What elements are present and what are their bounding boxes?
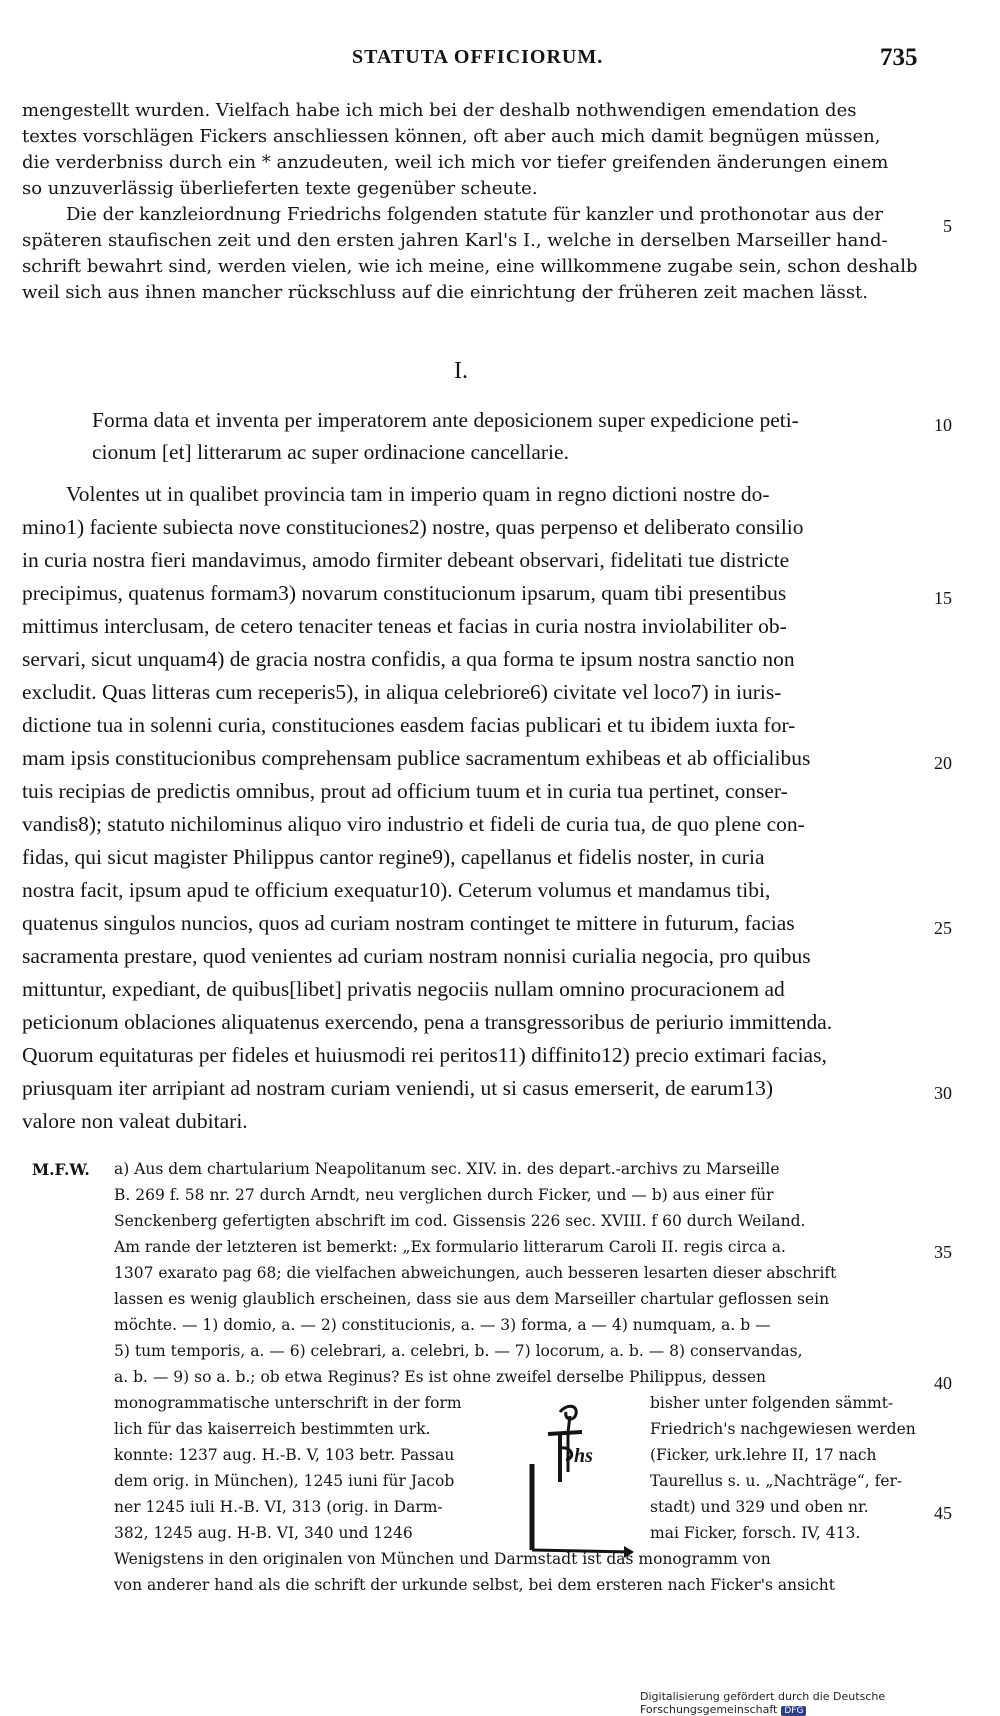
note-left-line: dem orig. in München), 1245 iuni für Jacob	[114, 1472, 455, 1490]
body-line: tuis recipias de predictis omnibus, prout ad officium tuum et in curia tua pertinet, conser-	[22, 779, 788, 803]
note-right-line: Friedrich's nachgewiesen werden	[650, 1420, 916, 1438]
intro-line: textes vorschlägen Fickers anschliessen können, oft aber auch mich damit begnügen müssen,	[22, 126, 881, 147]
body-line: excludit. Quas litteras cum receperis5), in aliqua celebriore6) civitate vel loco7) in iuris-	[22, 680, 782, 704]
line-number: 30	[934, 1083, 952, 1103]
source-label: M.F.W.	[32, 1160, 90, 1179]
note-line: a) Aus dem chartularium Neapolitanum sec. XIV. in. des depart.-archivs zu Marseille	[114, 1160, 780, 1178]
note-line: möchte. — 1) domio, a. — 2) constitucionis, a. — 3) forma, a — 4) numquam, a. b —	[114, 1316, 771, 1334]
body-line: mam ipsis constitucionibus comprehensam publice sacramentum exhibeas et ab officialibus	[22, 746, 811, 770]
running-header: STATUTA OFFICIORUM.	[352, 46, 604, 68]
rubric-line: cionum [et] litterarum ac super ordinacione cancellarie.	[92, 440, 569, 464]
note-left-line: konnte: 1237 aug. H.-B. V, 103 betr. Passau	[114, 1446, 455, 1464]
body-line: dictione tua in solenni curia, constituciones easdem facias publicari et tu ibidem iuxta for-	[22, 713, 796, 737]
note-right-line: (Ficker, urk.lehre II, 17 nach	[650, 1446, 877, 1464]
line-number: 25	[934, 918, 952, 938]
body-line: mino1) faciente subiecta nove constituciones2) nostre, quas perpenso et deliberato consilio	[22, 515, 804, 539]
body-line: sacramenta prestare, quod venientes ad curiam nostram nonnisi curialia negocia, pro quibus	[22, 944, 811, 968]
note-left-line: ner 1245 iuli H.-B. VI, 313 (orig. in Darm-	[114, 1498, 443, 1516]
line-number: 40	[934, 1373, 952, 1393]
line-number: 35	[934, 1242, 952, 1262]
note-line: Senckenberg gefertigten abschrift im cod. Gissensis 226 sec. XVIII. f 60 durch Weiland.	[114, 1212, 806, 1230]
note-line: von anderer hand als die schrift der urkunde selbst, bei dem ersteren nach Ficker's ansicht	[114, 1576, 835, 1594]
note-line: 1307 exarato pag 68; die vielfachen abweichungen, auch besseren lesarten dieser abschrift	[114, 1264, 837, 1282]
body-line: Volentes ut in qualibet provincia tam in imperio quam in regno dictioni nostre do-	[66, 482, 770, 506]
intro-line: so unzuverlässig überlieferten texte gegenüber scheute.	[22, 178, 538, 199]
body-line: nostra facit, ipsum apud te officium exequatur10). Ceterum volumus et mandamus tibi,	[22, 878, 771, 902]
line-number: 5	[943, 216, 952, 236]
note-right-line: mai Ficker, forsch. IV, 413.	[650, 1524, 861, 1542]
body-line: Quorum equitaturas per fideles et huiusmodi rei peritos11) diffinito12) precio extimari facias,	[22, 1043, 827, 1067]
line-number: 45	[934, 1503, 952, 1523]
dfg-logo-icon: DFG	[781, 1706, 806, 1716]
body-line: priusquam iter arripiant ad nostram curiam veniendi, ut si casus emerserit, de earum13)	[22, 1076, 774, 1100]
note-line: 5) tum temporis, a. — 6) celebrari, a. celebri, b. — 7) locorum, a. b. — 8) conservandas,	[114, 1342, 803, 1360]
note-line: Wenigstens in den originalen von München und Darmstadt ist das monogramm von	[114, 1550, 771, 1568]
rubric-line: Forma data et inventa per imperatorem ante deposicionem super expedicione peti-	[92, 408, 799, 432]
body-line: quatenus singulos nuncios, quos ad curiam nostram continget te mittere in futurum, facias	[22, 911, 795, 935]
body-line: servari, sicut unquam4) de gracia nostra confidis, a qua forma te ipsum nostra sanctio non	[22, 647, 795, 671]
note-line: a. b. — 9) so a. b.; ob etwa Reginus? Es ist ohne zweifel derselbe Philippus, dessen	[114, 1368, 767, 1386]
intro-line: mengestellt wurden. Vielfach habe ich mich bei der deshalb nothwendigen emendation des	[22, 100, 857, 121]
body-line: fidas, qui sicut magister Philippus cantor regine9), capellanus et fidelis noster, in curia	[22, 845, 765, 869]
intro-line: späteren staufischen zeit und den ersten jahren Karl's I., welche in derselben Marseiller hand-	[22, 230, 888, 251]
page-number: 735	[880, 44, 918, 71]
note-left-line: 382, 1245 aug. H-B. VI, 340 und 1246	[114, 1524, 413, 1542]
intro-line: weil sich aus ihnen mancher rückschluss auf die einrichtung der früheren zeit machen lässt.	[22, 282, 869, 303]
intro-line: die verderbniss durch ein * anzudeuten, weil ich mich vor tiefer greifenden änderungen einem	[22, 152, 889, 173]
intro-line: Die der kanzleiordnung Friedrichs folgenden statute für kanzler und prothonotar aus der	[66, 204, 883, 225]
note-right-line: Taurellus s. u. „Nachträge“, fer-	[650, 1472, 903, 1490]
section-numeral: I.	[454, 358, 468, 384]
credit-text: Digitalisierung gefördert durch die Deutsche Forschungsgemeinschaft	[640, 1690, 886, 1716]
note-right-line: stadt) und 329 und oben nr.	[650, 1498, 869, 1516]
intro-line: schrift bewahrt sind, werden vielen, wie ich meine, eine willkommene zugabe sein, schon deshalb	[22, 256, 918, 277]
line-number: 10	[934, 415, 952, 435]
body-line: in curia nostra fieri mandavimus, amodo firmiter debeant observari, fidelitati tue districte	[22, 548, 790, 572]
line-number: 20	[934, 753, 952, 773]
note-line: lassen es wenig glaublich erscheinen, dass sie aus dem Marseiller chartular geflossen sein	[114, 1290, 830, 1308]
body-line: peticionum oblaciones aliquatenus exercendo, pena a transgressoribus de periurio immittenda.	[22, 1010, 833, 1034]
note-line: B. 269 f. 58 nr. 27 durch Arndt, neu verglichen durch Ficker, und — b) aus einer für	[114, 1186, 774, 1204]
note-left-line: monogrammatische unterschrift in der form	[114, 1394, 462, 1412]
body-line: mittimus interclusam, de cetero tenaciter teneas et facias in curia nostra inviolabiliter ob-	[22, 614, 787, 638]
note-left-line: lich für das kaiserreich bestimmten urk.	[114, 1420, 431, 1438]
body-line: vandis8); statuto nichilominus aliquo viro industrio et fideli de curia tua, de quo plene con-	[22, 812, 805, 836]
monogram-signature-icon	[520, 1402, 640, 1562]
body-line: valore non valeat dubitari.	[22, 1109, 248, 1133]
note-line: Am rande der letzteren ist bemerkt: „Ex formulario litterarum Caroli II. regis circa a.	[114, 1238, 786, 1256]
monogram-caption: hs	[574, 1445, 593, 1467]
body-line: precipimus, quatenus formam3) novarum constitucionum ipsarum, quam tibi presentibus	[22, 581, 787, 605]
digitization-credit	[640, 1690, 1000, 1716]
line-number: 15	[934, 588, 952, 608]
body-line: mittuntur, expediant, de quibus[libet] privatis negociis nullam omnino procuracionem ad	[22, 977, 785, 1001]
note-right-line: bisher unter folgenden sämmt-	[650, 1394, 894, 1412]
